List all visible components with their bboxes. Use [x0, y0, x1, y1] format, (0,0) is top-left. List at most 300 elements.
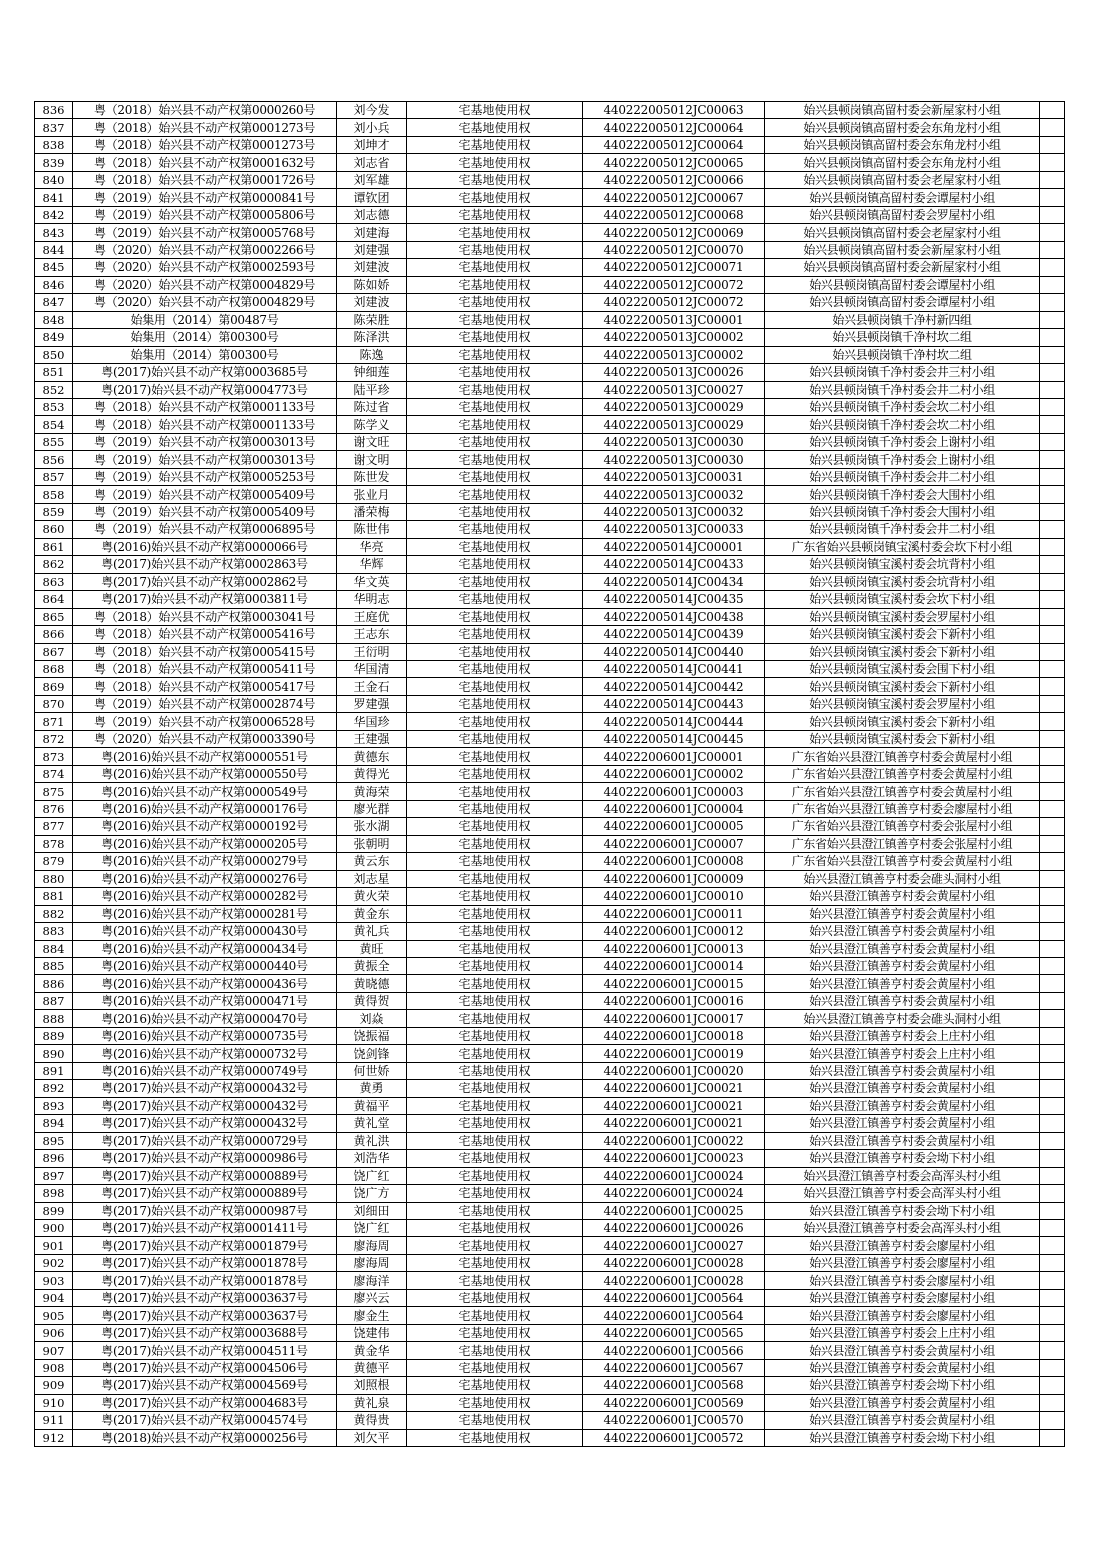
remark-cell: [1040, 800, 1065, 817]
right-type-cell: 宅基地使用权: [407, 1220, 583, 1237]
location-cell: 广东省始兴县澄江镇善亨村委会廖屋村小组: [765, 800, 1040, 817]
owner-name-cell: 陈世发: [337, 468, 407, 485]
right-type-cell: 宅基地使用权: [407, 1342, 583, 1359]
row-number-cell: 901: [35, 1237, 73, 1254]
remark-cell: [1040, 486, 1065, 503]
owner-name-cell: 黄振全: [337, 957, 407, 974]
parcel-code-cell: 440222005014JC00439: [583, 626, 765, 643]
right-type-cell: 宅基地使用权: [407, 608, 583, 625]
certificate-number-cell: 粤(2017)始兴县不动产权第0001879号: [73, 1237, 337, 1254]
parcel-code-cell: 440222006001JC00027: [583, 1237, 765, 1254]
owner-name-cell: 陈荣胜: [337, 311, 407, 328]
remark-cell: [1040, 1045, 1065, 1062]
table-row: [35, 381, 1065, 398]
owner-name-cell: 黄金华: [337, 1342, 407, 1359]
row-number-cell: 848: [35, 311, 73, 328]
remark-cell: [1040, 678, 1065, 695]
location-cell: 广东省始兴县顿岗镇宝溪村委会坎下村小组: [765, 538, 1040, 555]
certificate-number-cell: 粤(2016)始兴县不动产权第0000205号: [73, 835, 337, 852]
row-number-cell: 837: [35, 119, 73, 136]
remark-cell: [1040, 521, 1065, 538]
parcel-code-cell: 440222006001JC00013: [583, 940, 765, 957]
row-number-cell: 908: [35, 1359, 73, 1376]
right-type-cell: 宅基地使用权: [407, 1045, 583, 1062]
certificate-number-cell: 粤(2017)始兴县不动产权第0000889号: [73, 1185, 337, 1202]
location-cell: 广东省始兴县澄江镇善亨村委会张屋村小组: [765, 835, 1040, 852]
table-row: [35, 1167, 1065, 1184]
remark-cell: [1040, 992, 1065, 1009]
certificate-number-cell: 粤（2019）始兴县不动产权第0000841号: [73, 189, 337, 206]
owner-name-cell: 谢文旺: [337, 433, 407, 450]
parcel-code-cell: 440222006001JC00026: [583, 1220, 765, 1237]
row-number-cell: 863: [35, 573, 73, 590]
owner-name-cell: 刘建波: [337, 294, 407, 311]
parcel-code-cell: 440222005012JC00063: [583, 102, 765, 119]
location-cell: 始兴县顿岗镇高留村委会老屋家村小组: [765, 224, 1040, 241]
owner-name-cell: 刘今发: [337, 102, 407, 119]
remark-cell: [1040, 1062, 1065, 1079]
table-row: [35, 1027, 1065, 1044]
parcel-code-cell: 440222006001JC00022: [583, 1132, 765, 1149]
parcel-code-cell: 440222005012JC00072: [583, 294, 765, 311]
row-number-cell: 910: [35, 1394, 73, 1411]
location-cell: 始兴县澄江镇善亨村委会廖屋村小组: [765, 1272, 1040, 1289]
certificate-number-cell: 粤（2019）始兴县不动产权第0005409号: [73, 503, 337, 520]
parcel-code-cell: 440222005014JC00001: [583, 538, 765, 555]
row-number-cell: 866: [35, 626, 73, 643]
certificate-number-cell: 粤（2020）始兴县不动产权第0003390号: [73, 730, 337, 747]
owner-name-cell: 饶建伟: [337, 1324, 407, 1341]
certificate-number-cell: 粤(2016)始兴县不动产权第0000434号: [73, 940, 337, 957]
table-row: [35, 975, 1065, 992]
row-number-cell: 847: [35, 294, 73, 311]
row-number-cell: 836: [35, 102, 73, 119]
location-cell: 始兴县澄江镇善亨村委会黄屋村小组: [765, 1342, 1040, 1359]
parcel-code-cell: 440222006001JC00019: [583, 1045, 765, 1062]
table-row: [35, 713, 1065, 730]
location-cell: 始兴县顿岗镇宝溪村委会坎下村小组: [765, 591, 1040, 608]
location-cell: 始兴县顿岗镇千净村委会上谢村小组: [765, 433, 1040, 450]
owner-name-cell: 王志东: [337, 626, 407, 643]
right-type-cell: 宅基地使用权: [407, 1377, 583, 1394]
right-type-cell: 宅基地使用权: [407, 957, 583, 974]
remark-cell: [1040, 1237, 1065, 1254]
location-cell: 始兴县澄江镇善亨村委会坳下村小组: [765, 1150, 1040, 1167]
table-row: [35, 888, 1065, 905]
location-cell: 始兴县澄江镇善亨村委会廖屋村小组: [765, 1254, 1040, 1271]
parcel-code-cell: 440222006001JC00021: [583, 1115, 765, 1132]
owner-name-cell: 刘志德: [337, 206, 407, 223]
row-number-cell: 875: [35, 783, 73, 800]
parcel-code-cell: 440222005013JC00002: [583, 329, 765, 346]
right-type-cell: 宅基地使用权: [407, 818, 583, 835]
right-type-cell: 宅基地使用权: [407, 591, 583, 608]
table-row: [35, 1324, 1065, 1341]
parcel-code-cell: 440222005014JC00442: [583, 678, 765, 695]
location-cell: 始兴县顿岗镇宝溪村委会坑背村小组: [765, 556, 1040, 573]
location-cell: 始兴县澄江镇善亨村委会廖屋村小组: [765, 1307, 1040, 1324]
row-number-cell: 844: [35, 241, 73, 258]
parcel-code-cell: 440222006001JC00028: [583, 1254, 765, 1271]
right-type-cell: 宅基地使用权: [407, 1394, 583, 1411]
certificate-number-cell: 粤(2017)始兴县不动产权第0000729号: [73, 1132, 337, 1149]
remark-cell: [1040, 433, 1065, 450]
certificate-number-cell: 粤（2018）始兴县不动产权第0001726号: [73, 171, 337, 188]
certificate-number-cell: 粤(2017)始兴县不动产权第0002863号: [73, 556, 337, 573]
remark-cell: [1040, 783, 1065, 800]
row-number-cell: 849: [35, 329, 73, 346]
table-row: [35, 923, 1065, 940]
location-cell: 始兴县顿岗镇高留村委会东角龙村小组: [765, 136, 1040, 153]
right-type-cell: 宅基地使用权: [407, 1359, 583, 1376]
table-row: [35, 136, 1065, 153]
location-cell: 始兴县顿岗镇千净村委会井二村小组: [765, 468, 1040, 485]
owner-name-cell: 饶广红: [337, 1167, 407, 1184]
right-type-cell: 宅基地使用权: [407, 451, 583, 468]
owner-name-cell: 黄礼泉: [337, 1394, 407, 1411]
certificate-number-cell: 粤(2017)始兴县不动产权第0003637号: [73, 1289, 337, 1306]
remark-cell: [1040, 1377, 1065, 1394]
certificate-number-cell: 粤（2018）始兴县不动产权第0001133号: [73, 398, 337, 415]
certificate-number-cell: 粤(2017)始兴县不动产权第0003688号: [73, 1324, 337, 1341]
row-number-cell: 839: [35, 154, 73, 171]
location-cell: 始兴县澄江镇善亨村委会黄屋村小组: [765, 957, 1040, 974]
right-type-cell: 宅基地使用权: [407, 992, 583, 1009]
row-number-cell: 911: [35, 1412, 73, 1429]
parcel-code-cell: 440222005014JC00443: [583, 695, 765, 712]
owner-name-cell: 黄海荣: [337, 783, 407, 800]
row-number-cell: 899: [35, 1202, 73, 1219]
certificate-number-cell: 粤（2019）始兴县不动产权第0002874号: [73, 695, 337, 712]
parcel-code-cell: 440222005012JC00067: [583, 189, 765, 206]
right-type-cell: 宅基地使用权: [407, 800, 583, 817]
owner-name-cell: 陈学义: [337, 416, 407, 433]
remark-cell: [1040, 503, 1065, 520]
table-row: [35, 1254, 1065, 1271]
remark-cell: [1040, 1289, 1065, 1306]
parcel-code-cell: 440222005012JC00070: [583, 241, 765, 258]
right-type-cell: 宅基地使用权: [407, 1027, 583, 1044]
remark-cell: [1040, 1342, 1065, 1359]
parcel-code-cell: 440222006001JC00564: [583, 1307, 765, 1324]
certificate-number-cell: 粤(2016)始兴县不动产权第0000549号: [73, 783, 337, 800]
owner-name-cell: 何世娇: [337, 1062, 407, 1079]
right-type-cell: 宅基地使用权: [407, 556, 583, 573]
remark-cell: [1040, 608, 1065, 625]
parcel-code-cell: 440222006001JC00021: [583, 1080, 765, 1097]
row-number-cell: 885: [35, 957, 73, 974]
owner-name-cell: 黄得光: [337, 765, 407, 782]
location-cell: 始兴县澄江镇善亨村委会黄屋村小组: [765, 1412, 1040, 1429]
remark-cell: [1040, 1132, 1065, 1149]
row-number-cell: 881: [35, 888, 73, 905]
certificate-number-cell: 粤（2019）始兴县不动产权第0005409号: [73, 486, 337, 503]
certificate-number-cell: 粤(2017)始兴县不动产权第0003685号: [73, 364, 337, 381]
parcel-code-cell: 440222006001JC00568: [583, 1377, 765, 1394]
parcel-code-cell: 440222006001JC00016: [583, 992, 765, 1009]
owner-name-cell: 黄得贵: [337, 1412, 407, 1429]
owner-name-cell: 谢文明: [337, 451, 407, 468]
remark-cell: [1040, 1167, 1065, 1184]
parcel-code-cell: 440222006001JC00008: [583, 853, 765, 870]
row-number-cell: 869: [35, 678, 73, 695]
row-number-cell: 893: [35, 1097, 73, 1114]
certificate-number-cell: 粤(2017)始兴县不动产权第0000432号: [73, 1097, 337, 1114]
location-cell: 始兴县澄江镇善亨村委会黄屋村小组: [765, 975, 1040, 992]
certificate-number-cell: 粤(2016)始兴县不动产权第0000066号: [73, 538, 337, 555]
location-cell: 始兴县顿岗镇高留村委会谭屋村小组: [765, 189, 1040, 206]
owner-name-cell: 潘荣梅: [337, 503, 407, 520]
table-row: [35, 591, 1065, 608]
certificate-number-cell: 粤(2017)始兴县不动产权第0004569号: [73, 1377, 337, 1394]
row-number-cell: 892: [35, 1080, 73, 1097]
row-number-cell: 840: [35, 171, 73, 188]
table-row: [35, 102, 1065, 119]
table-row: [35, 1220, 1065, 1237]
remark-cell: [1040, 835, 1065, 852]
remark-cell: [1040, 1115, 1065, 1132]
row-number-cell: 900: [35, 1220, 73, 1237]
table-row: [35, 189, 1065, 206]
location-cell: 始兴县澄江镇善亨村委会高浑头村小组: [765, 1185, 1040, 1202]
row-number-cell: 903: [35, 1272, 73, 1289]
remark-cell: [1040, 346, 1065, 363]
row-number-cell: 868: [35, 661, 73, 678]
owner-name-cell: 王衍明: [337, 643, 407, 660]
table-row: [35, 154, 1065, 171]
remark-cell: [1040, 1010, 1065, 1027]
right-type-cell: 宅基地使用权: [407, 1115, 583, 1132]
table-row: [35, 783, 1065, 800]
remark-cell: [1040, 1027, 1065, 1044]
table-row: [35, 800, 1065, 817]
right-type-cell: 宅基地使用权: [407, 1010, 583, 1027]
certificate-number-cell: 粤(2016)始兴县不动产权第0000279号: [73, 853, 337, 870]
owner-name-cell: 王建强: [337, 730, 407, 747]
certificate-number-cell: 粤（2018）始兴县不动产权第0001273号: [73, 136, 337, 153]
certificate-number-cell: 粤(2016)始兴县不动产权第0000551号: [73, 748, 337, 765]
table-row: [35, 1097, 1065, 1114]
right-type-cell: 宅基地使用权: [407, 329, 583, 346]
table-row: [35, 870, 1065, 887]
certificate-number-cell: 粤(2017)始兴县不动产权第0004506号: [73, 1359, 337, 1376]
owner-name-cell: 陆平珍: [337, 381, 407, 398]
remark-cell: [1040, 1097, 1065, 1114]
remark-cell: [1040, 1394, 1065, 1411]
right-type-cell: 宅基地使用权: [407, 259, 583, 276]
remark-cell: [1040, 1412, 1065, 1429]
row-number-cell: 857: [35, 468, 73, 485]
location-cell: 始兴县顿岗镇宝溪村委会下新村小组: [765, 626, 1040, 643]
table-row: [35, 661, 1065, 678]
certificate-number-cell: 始集用（2014）第00300号: [73, 346, 337, 363]
parcel-code-cell: 440222005013JC00001: [583, 311, 765, 328]
right-type-cell: 宅基地使用权: [407, 1132, 583, 1149]
remark-cell: [1040, 905, 1065, 922]
certificate-number-cell: 粤（2019）始兴县不动产权第0005806号: [73, 206, 337, 223]
location-cell: 始兴县澄江镇善亨村委会黄屋村小组: [765, 888, 1040, 905]
right-type-cell: 宅基地使用权: [407, 1254, 583, 1271]
location-cell: 始兴县顿岗镇宝溪村委会罗屋村小组: [765, 695, 1040, 712]
table-row: [35, 119, 1065, 136]
row-number-cell: 852: [35, 381, 73, 398]
owner-name-cell: 刘建海: [337, 224, 407, 241]
table-row: [35, 818, 1065, 835]
parcel-code-cell: 440222006001JC00564: [583, 1289, 765, 1306]
location-cell: 始兴县澄江镇善亨村委会黄屋村小组: [765, 1115, 1040, 1132]
row-number-cell: 872: [35, 730, 73, 747]
right-type-cell: 宅基地使用权: [407, 661, 583, 678]
parcel-code-cell: 440222005013JC00032: [583, 503, 765, 520]
remark-cell: [1040, 888, 1065, 905]
parcel-code-cell: 440222005013JC00029: [583, 416, 765, 433]
row-number-cell: 851: [35, 364, 73, 381]
certificate-number-cell: 粤(2016)始兴县不动产权第0000436号: [73, 975, 337, 992]
row-number-cell: 873: [35, 748, 73, 765]
owner-name-cell: 陈过省: [337, 398, 407, 415]
parcel-code-cell: 440222006001JC00003: [583, 783, 765, 800]
remark-cell: [1040, 102, 1065, 119]
table-row: [35, 538, 1065, 555]
row-number-cell: 883: [35, 923, 73, 940]
right-type-cell: 宅基地使用权: [407, 276, 583, 293]
owner-name-cell: 刘细田: [337, 1202, 407, 1219]
remark-cell: [1040, 1202, 1065, 1219]
certificate-number-cell: 粤(2017)始兴县不动产权第0004683号: [73, 1394, 337, 1411]
right-type-cell: 宅基地使用权: [407, 433, 583, 450]
table-row: [35, 853, 1065, 870]
certificate-number-cell: 粤(2016)始兴县不动产权第0000732号: [73, 1045, 337, 1062]
owner-name-cell: 饶剑锋: [337, 1045, 407, 1062]
location-cell: 始兴县澄江镇善亨村委会碓头洞村小组: [765, 870, 1040, 887]
owner-name-cell: 廖海洋: [337, 1272, 407, 1289]
row-number-cell: 856: [35, 451, 73, 468]
parcel-code-cell: 440222005014JC00441: [583, 661, 765, 678]
owner-name-cell: 廖金生: [337, 1307, 407, 1324]
certificate-number-cell: 粤(2016)始兴县不动产权第0000281号: [73, 905, 337, 922]
row-number-cell: 905: [35, 1307, 73, 1324]
location-cell: 始兴县顿岗镇千净村委会坎二村小组: [765, 398, 1040, 415]
owner-name-cell: 黄礼洪: [337, 1132, 407, 1149]
location-cell: 始兴县澄江镇善亨村委会黄屋村小组: [765, 1097, 1040, 1114]
right-type-cell: 宅基地使用权: [407, 119, 583, 136]
parcel-code-cell: 440222005013JC00026: [583, 364, 765, 381]
certificate-number-cell: 粤(2016)始兴县不动产权第0000470号: [73, 1010, 337, 1027]
remark-cell: [1040, 119, 1065, 136]
table-row: [35, 1377, 1065, 1394]
right-type-cell: 宅基地使用权: [407, 171, 583, 188]
right-type-cell: 宅基地使用权: [407, 154, 583, 171]
table-row: [35, 433, 1065, 450]
row-number-cell: 874: [35, 765, 73, 782]
right-type-cell: 宅基地使用权: [407, 346, 583, 363]
location-cell: 始兴县澄江镇善亨村委会廖屋村小组: [765, 1237, 1040, 1254]
table-row: [35, 311, 1065, 328]
certificate-number-cell: 粤（2019）始兴县不动产权第0003013号: [73, 433, 337, 450]
owner-name-cell: 刘焱: [337, 1010, 407, 1027]
remark-cell: [1040, 975, 1065, 992]
location-cell: 始兴县顿岗镇千净村新四组: [765, 311, 1040, 328]
location-cell: 广东省始兴县澄江镇善亨村委会黄屋村小组: [765, 765, 1040, 782]
remark-cell: [1040, 730, 1065, 747]
table-row: [35, 1185, 1065, 1202]
owner-name-cell: 陈世伟: [337, 521, 407, 538]
parcel-code-cell: 440222005013JC00031: [583, 468, 765, 485]
owner-name-cell: 华国清: [337, 661, 407, 678]
row-number-cell: 894: [35, 1115, 73, 1132]
right-type-cell: 宅基地使用权: [407, 1097, 583, 1114]
row-number-cell: 860: [35, 521, 73, 538]
remark-cell: [1040, 713, 1065, 730]
location-cell: 始兴县澄江镇善亨村委会坳下村小组: [765, 1202, 1040, 1219]
table-row: [35, 451, 1065, 468]
parcel-code-cell: 440222006001JC00025: [583, 1202, 765, 1219]
certificate-number-cell: 粤（2020）始兴县不动产权第0004829号: [73, 294, 337, 311]
parcel-code-cell: 440222006001JC00567: [583, 1359, 765, 1376]
row-number-cell: 865: [35, 608, 73, 625]
remark-cell: [1040, 1080, 1065, 1097]
location-cell: 始兴县澄江镇善亨村委会黄屋村小组: [765, 1080, 1040, 1097]
row-number-cell: 876: [35, 800, 73, 817]
table-row: [35, 503, 1065, 520]
remark-cell: [1040, 224, 1065, 241]
table-row: [35, 556, 1065, 573]
owner-name-cell: 廖兴云: [337, 1289, 407, 1306]
remark-cell: [1040, 556, 1065, 573]
remark-cell: [1040, 1254, 1065, 1271]
certificate-number-cell: 粤（2019）始兴县不动产权第0005253号: [73, 468, 337, 485]
right-type-cell: 宅基地使用权: [407, 294, 583, 311]
right-type-cell: 宅基地使用权: [407, 573, 583, 590]
registry-table-body: [35, 102, 1065, 1447]
remark-cell: [1040, 294, 1065, 311]
remark-cell: [1040, 1272, 1065, 1289]
remark-cell: [1040, 661, 1065, 678]
right-type-cell: 宅基地使用权: [407, 923, 583, 940]
certificate-number-cell: 粤(2017)始兴县不动产权第0000432号: [73, 1115, 337, 1132]
owner-name-cell: 刘建波: [337, 259, 407, 276]
table-row: [35, 1272, 1065, 1289]
parcel-code-cell: 440222005014JC00434: [583, 573, 765, 590]
right-type-cell: 宅基地使用权: [407, 1272, 583, 1289]
certificate-number-cell: 粤(2017)始兴县不动产权第0000986号: [73, 1150, 337, 1167]
location-cell: 始兴县澄江镇善亨村委会黄屋村小组: [765, 1132, 1040, 1149]
location-cell: 始兴县顿岗镇千净村委会坎二村小组: [765, 416, 1040, 433]
location-cell: 始兴县澄江镇善亨村委会上庄村小组: [765, 1045, 1040, 1062]
right-type-cell: 宅基地使用权: [407, 311, 583, 328]
table-row: [35, 1115, 1065, 1132]
table-row: [35, 992, 1065, 1009]
table-row: [35, 940, 1065, 957]
certificate-number-cell: 粤(2016)始兴县不动产权第0000192号: [73, 818, 337, 835]
certificate-number-cell: 粤（2019）始兴县不动产权第0003013号: [73, 451, 337, 468]
right-type-cell: 宅基地使用权: [407, 206, 583, 223]
certificate-number-cell: 粤（2019）始兴县不动产权第0006895号: [73, 521, 337, 538]
right-type-cell: 宅基地使用权: [407, 538, 583, 555]
location-cell: 广东省始兴县澄江镇善亨村委会黄屋村小组: [765, 783, 1040, 800]
certificate-number-cell: 粤(2018)始兴县不动产权第0000256号: [73, 1429, 337, 1446]
row-number-cell: 877: [35, 818, 73, 835]
certificate-number-cell: 粤(2016)始兴县不动产权第0000749号: [73, 1062, 337, 1079]
certificate-number-cell: 粤（2018）始兴县不动产权第0001273号: [73, 119, 337, 136]
table-row: [35, 276, 1065, 293]
table-row: [35, 1342, 1065, 1359]
certificate-number-cell: 粤（2018）始兴县不动产权第0001632号: [73, 154, 337, 171]
location-cell: 始兴县顿岗镇高留村委会谭屋村小组: [765, 294, 1040, 311]
certificate-number-cell: 粤（2018）始兴县不动产权第0005417号: [73, 678, 337, 695]
parcel-code-cell: 440222005013JC00033: [583, 521, 765, 538]
remark-cell: [1040, 643, 1065, 660]
